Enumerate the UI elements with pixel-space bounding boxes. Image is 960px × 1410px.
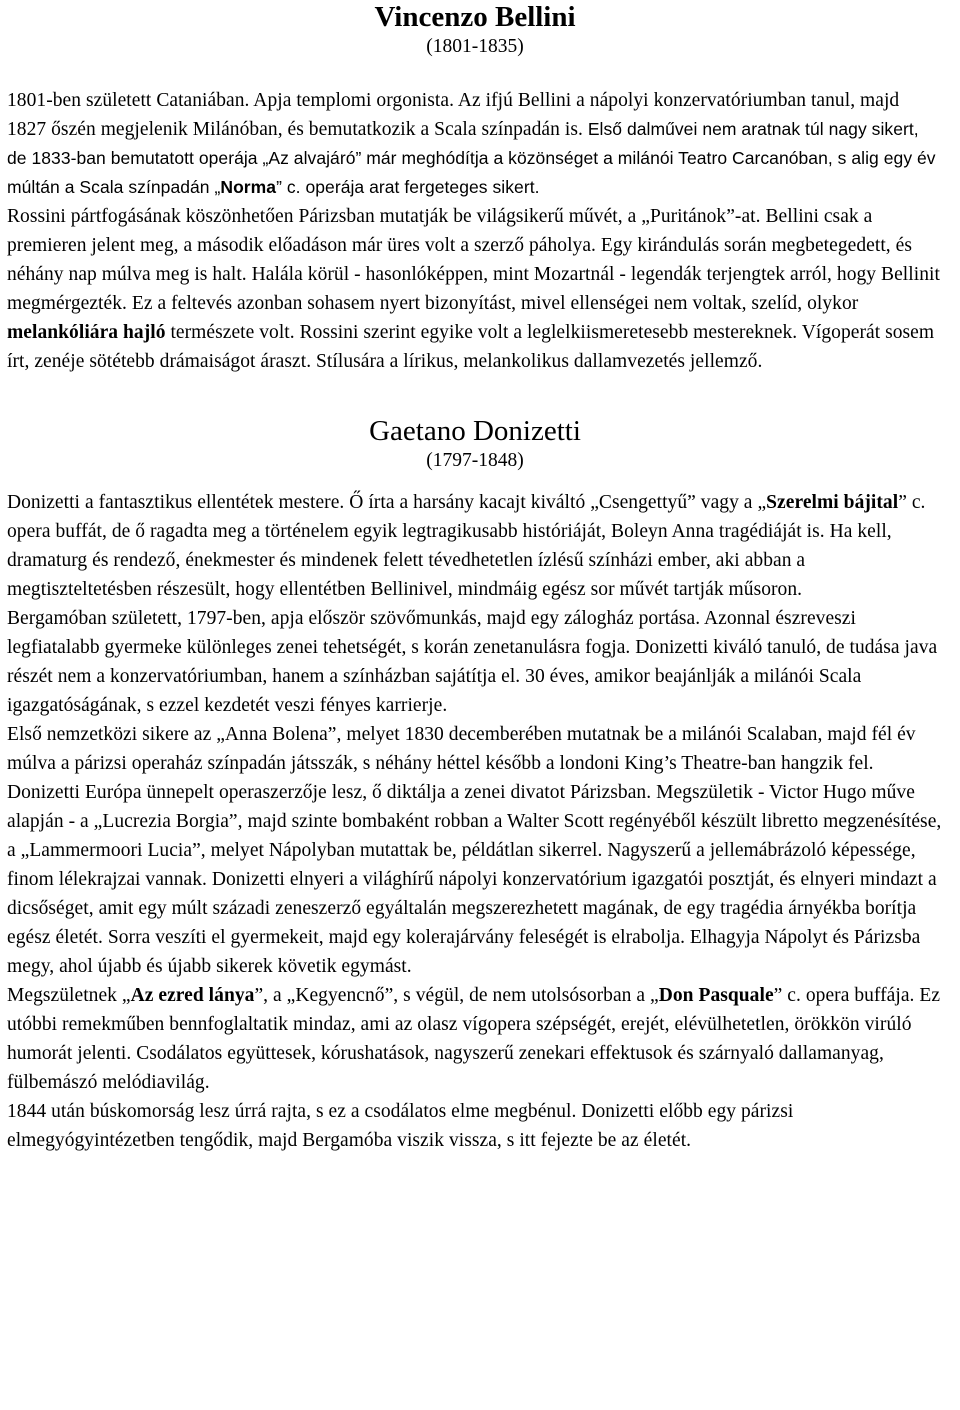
bellini-text-b: Első dalművei nem aratnak túl nagy sikert, de 1833-ban bemutatott operája „Az alvajáró” már meghódítja a közönséget a milánói Teatro Carcanóban, s alig egy év múltán a Scala színpadán „ (7, 119, 936, 197)
bellini-text-d: Rossini pártfogásának köszönhetően Párizsban mutatják be világsikerű művét, a „Puritánok”-at. Bellini csak a premieren jelent meg, a második előadáson már üres volt a szerző páholya. Egy kirándulás során megbetegedett, és néhány nap múlva meg is halt. (7, 206, 912, 285)
donizetti-paragraph-5: 1844 után búskomorság lesz úrrá rajta, s ez a csodálatos elme megbénul. Donizetti előbb egy párizsi elmegyógyintézetben tengődik, majd Bergamóba viszik vissza, s itt fejezte be az életét. (7, 1101, 794, 1151)
donizetti-szerelmi-bajital: Szerelmi bájital (766, 492, 899, 513)
donizetti-text-4b: ”, a „Kegyencnő”, s végül, de nem utolsósorban a „ (254, 985, 659, 1006)
bellini-text-a: 1801-ben született Cataniában. Apja templomi orgonista. Az ifjú Bellini a nápolyi konzervatóriumban tanul, majd 1827 őszén megjelenik Milánóban, és bemutatkozik a Scala színpadán is. (7, 90, 900, 140)
donizetti-paragraph-1 (7, 488, 943, 604)
bellini-text-c: ” c. operája arat fergeteges sikert. (276, 177, 540, 197)
donizetti-ezred-lanya: Az ezred lánya (130, 985, 255, 1006)
donizetti-paragraph-4 (7, 981, 943, 1097)
bellini-melankolia: melankóliára hajló (7, 322, 166, 343)
donizetti-text-4a: Megszületnek „ (7, 985, 131, 1006)
donizetti-years: (1797-1848) (426, 450, 524, 471)
donizetti-text-4c: ” c. opera buffája. Ez utóbbi remekműben bennfoglaltatik mindaz, ami az olasz vígopera szépségét, erejét, elévülhetetlen, örökkön virúló humorát jelenti. Csodálatos együttesek, kórushatások, nagyszerű zenekari effektusok és szárnyaló dallamanyag, fülbemászó melódiavilág. (7, 985, 941, 1093)
bellini-paragraph (7, 86, 943, 376)
donizetti-title: Gaetano Donizetti (369, 415, 581, 447)
donizetti-text-a: Donizetti a fantasztikus ellentétek mestere. Ő írta a harsány kacajt kiváltó „Csengettyű” vagy a „ (7, 492, 767, 513)
spacer (7, 376, 943, 414)
donizetti-paragraph-3: Első nemzetközi sikere az „Anna Bolena”, melyet 1830 decemberében mutatnak be a milánói Scalaban, majd fél év múlva a párizsi operaház színpadán játsszák, s néhány héttel később a londoni King’s Theatre-ban hangzik fel. Donizetti Európa ünnepelt operaszerzője lesz, ő diktálja a zenei divatot Párizsban. Megszületik - Victor Hugo műve alapján - a „Lucrezia Borgia”, majd szinte bombaként robban a Walter Scott regényéből készült libretto megzenésítése, a „Lammermoori Lucia”, melyet Nápolyban mutattak be, példátlan sikerrel. Nagyszerű a jellemábrázoló képessége, finom lélekrajzai vannak. Donizetti elnyeri a világhírű nápolyi konzervatórium igazgatói posztját, és elnyeri mindazt a dicsőséget, amit egy múlt századi zeneszerző egyáltalán megszerezhetett magának, de egy tragédia árnyékba borítja egész életét. Sorra veszíti el gyermekeit, majd egy kolerajárvány feleségét is elrabolja. Elhagyja Nápolyt és Párizsba megy, ahol újabb és újabb sikerek követik egymást. (7, 724, 942, 977)
bellini-text-f: természete volt. Rossini szerint egyike volt a leglelkiismeretesebb mestereknek. Vígoperát sosem írt, zenéje sötétebb drámaiságot áraszt. Stílusára a lírikus, melankolikus dallamvezetés jellemző. (7, 322, 935, 372)
bellini-title: Vincenzo Bellini (374, 1, 576, 33)
donizetti-don-pasquale: Don Pasquale (658, 985, 774, 1006)
donizetti-text-b: ” c. opera buffát, de ő ragadta meg a történelem egyik legtragikusabb históriáját, Boleyn Anna tragédiáját is. Ha kell, dramaturg és rendező, énekmester és mindenek felett tévedhetetlen ízlésű színházi ember, aki abban a megtiszteltetésben részesült, hogy ellentétben Bellinivel, mindmáig egész sor művét tartják műsoron. (7, 492, 926, 600)
bellini-norma: Norma (220, 177, 277, 197)
donizetti-paragraph-2: Bergamóban született, 1797-ben, apja először szövőmunkás, majd egy zálogház portása. Azonnal észreveszi legfiatalabb gyermeke különleges zenei tehetségét, s korán zenetanulásra fogja. Donizetti kiváló tanuló, de tudása java részét nem a konzervatóriumban, hanem a színházban sajátítja el. 30 éves, amikor beajánlják a milánói Scala igazgatóságának, s ezzel kezdetét veszi fényes karrierje. (7, 608, 938, 716)
bellini-years: (1801-1835) (426, 36, 524, 57)
bellini-text-e: Halála körül - hasonlóképpen, mint Mozartnál - legendák terjengtek arról, hogy Bellinit megmérgezték. Ez a feltevés azonban sohasem nyert bizonyítást, mivel ellenségei nem voltak, szelíd, olykor (7, 264, 940, 314)
spacer (7, 474, 943, 488)
spacer (7, 60, 943, 86)
